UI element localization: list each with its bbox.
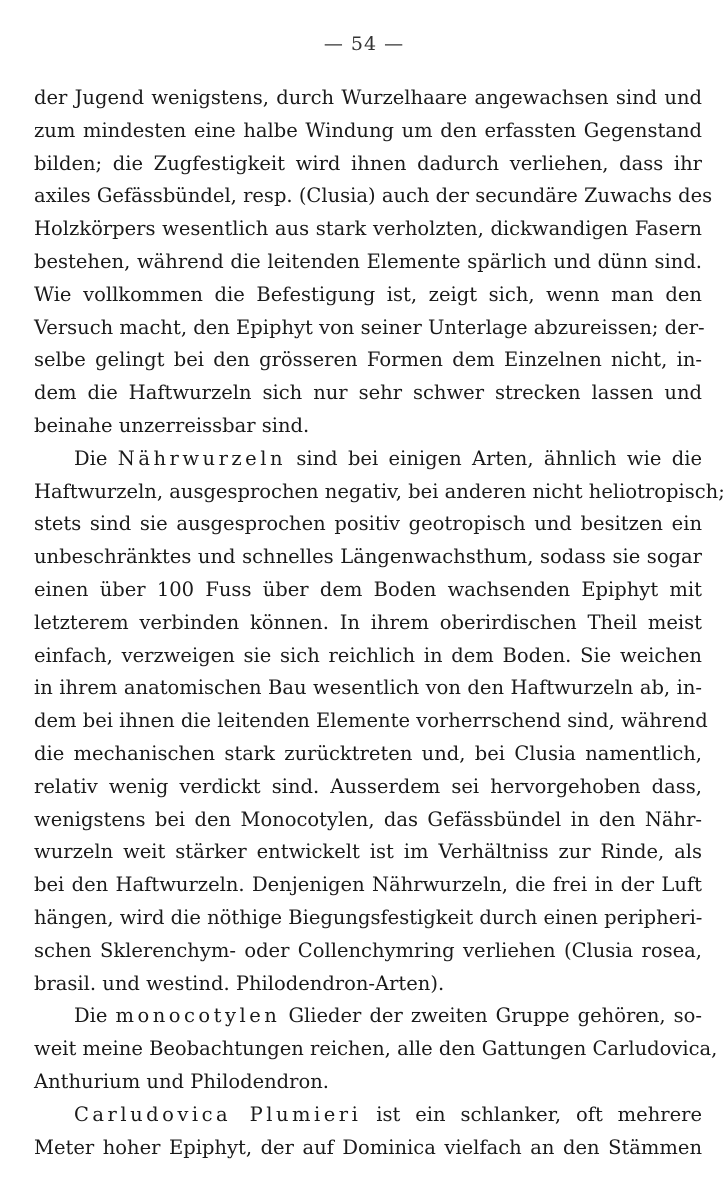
line-prefix: Die [74,1004,116,1028]
text-line: Anthurium und Philodendron. [34,1069,329,1093]
text-line: letzterem verbinden können. In ihrem oberirdischen Theil meist [34,610,702,634]
text-line: hängen, wird die nöthige Biegungsfestigkeit durch einen peripheri- [34,905,703,929]
line-suffix: Glieder der zweiten Gruppe gehören, so- [280,1004,702,1028]
text-line: einen über 100 Fuss über dem Boden wachsenden Epiphyt mit [34,577,702,601]
emphasized-term: Nährwurzeln [117,446,286,470]
text-line: der Jugend wenigstens, durch Wurzelhaare angewachsen sind und [34,86,702,109]
text-line: wurzeln weit stärker entwickelt ist im Verhältniss zur Rinde, als [34,840,702,864]
text-line: in ihrem anatomischen Bau wesentlich von den Haftwurzeln ab, in- [34,676,702,700]
line-prefix: Die [74,446,118,470]
text-line: dem bei ihnen die leitenden Elemente vorherrschend sind, während [34,709,708,733]
page-number: — 54 — [323,33,405,55]
paragraph-start-line [34,1000,702,1033]
text-line: zum mindesten eine halbe Windung um den erfassten Gegenstand [34,118,702,142]
text-line: selbe gelingt bei den grösseren Formen dem Einzelnen nicht, in- [34,348,702,372]
text-line: axiles Gefässbündel, resp. (Clusia) auch der secundäre Zuwachs des [34,184,713,208]
text-line: wenigstens bei den Monocotylen, das Gefässbündel in den Nähr- [34,807,702,831]
text-line: Versuch macht, den Epiphyt von seiner Unterlage abzureissen; der- [34,315,705,339]
text-line: bilden; die Zugfestigkeit wird ihnen dadurch verliehen, dass ihr [34,151,702,175]
emphasized-term: monocotylen [115,1004,281,1028]
text-line: schen Sklerenchym- oder Collenchymring verliehen (Clusia rosea, [34,938,702,962]
text-line: bei den Haftwurzeln. Denjenigen Nährwurzeln, die frei in der Luft [34,873,702,897]
text-line: Wie vollkommen die Befestigung ist, zeigt sich, wenn man den [34,282,702,306]
text-line: dem die Haftwurzeln sich nur sehr schwer strecken lassen und [34,381,702,405]
text-line: brasil. und westind. Philodendron-Arten). [34,971,445,995]
text-line: weit meine Beobachtungen reichen, alle den Gattungen Carludovica, [34,1037,718,1061]
text-line: die mechanischen stark zurücktreten und, bei Clusia namentlich, [34,741,702,765]
body-text [34,82,725,1164]
text-line: stets sind sie ausgesprochen positiv geotropisch und besitzen ein [34,512,702,536]
text-line: Haftwurzeln, ausgesprochen negativ, bei anderen nicht heliotropisch; [34,479,725,503]
emphasized-term: Carludovica Plumieri [74,1102,362,1126]
paragraph-start-line [34,443,702,476]
text-line: Meter hoher Epiphyt, der auf Dominica vielfach an den Stämmen [34,1135,702,1159]
paragraph-start-line [34,1099,702,1132]
text-line: relativ wenig verdickt sind. Ausserdem sei hervorgehoben dass, [34,774,702,798]
text-line: bestehen, während die leitenden Elemente spärlich und dünn sind. [34,249,702,273]
text-line: unbeschränktes und schnelles Längenwachsthum, sodass sie sogar [34,545,702,569]
text-line: einfach, verzweigen sie sich reichlich in dem Boden. Sie weichen [34,643,702,667]
line-suffix: ist ein schlanker, oft mehrere [361,1102,702,1126]
text-line: Holzkörpers wesentlich aus stark verholzten, dickwandigen Fasern [34,217,702,241]
text-line: beinahe unzerreissbar sind. [34,413,310,437]
line-suffix: sind bei einigen Arten, ähnlich wie die [286,446,702,470]
